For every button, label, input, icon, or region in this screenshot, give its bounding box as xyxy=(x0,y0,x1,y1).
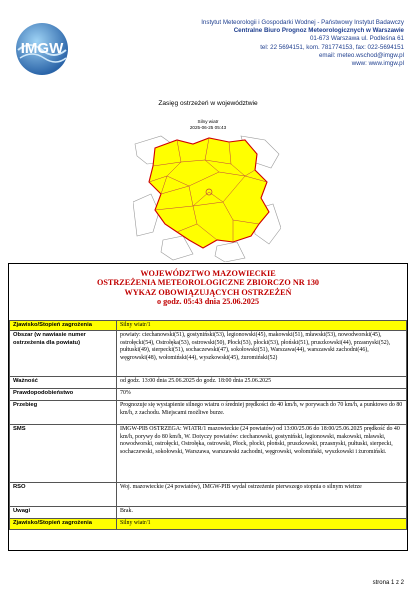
row-value: Silny wiatr/1 xyxy=(117,321,407,331)
row-label: Obszar (w nawiasie numer ostrzeżenia dla powiatu) xyxy=(10,331,117,377)
row-value: 70% xyxy=(117,389,407,401)
institute-header xyxy=(104,19,404,68)
map-section-title: Zasięg ostrzeżeń w województwie xyxy=(158,100,258,107)
bureau-name: Centralne Biuro Prognoz Meteorologicznych w Warszawie xyxy=(233,27,404,35)
warning-list-title: WYKAZ OBOWIĄZUJĄCYCH OSTRZEŻEŃ xyxy=(124,287,292,297)
warning-row xyxy=(10,331,407,377)
row-value: Silny wiatr/1 xyxy=(117,519,407,529)
mazowieckie-region xyxy=(149,138,269,248)
map-title: Silny wiatr xyxy=(197,119,219,124)
warning-row xyxy=(10,321,407,331)
warning-row xyxy=(10,389,407,401)
warning-time: o godz. 05:43 dnia 25.06.2025 xyxy=(156,297,260,307)
phone: tel: 22 5694151, kom. 781774153, fax: 022-5694151 xyxy=(260,43,404,51)
voivodeship-title: WOJEWÓDZTWO MAZOWIECKIE xyxy=(140,269,276,278)
row-label: Uwagi xyxy=(10,507,117,519)
warning-row xyxy=(10,377,407,389)
row-label: Zjawisko/Stopień zagrożenia xyxy=(10,519,117,529)
warning-row xyxy=(10,507,407,519)
map-caption xyxy=(0,119,416,131)
row-value: IMGW-PIB OSTRZEGA: WIATR/1 mazowieckie (24 powiatów) od 13:00/25.06 do 18:00/25.06.2025 prędkość do 40 km/h, porywy do 80 km/h, W. Dotyczy powiatów: ciechanowski, gostyniński, legionowski, makowski, mławski, nowodworski, ostrołęcki, Ostrołęka, ostrowski, Płock, płocki, płoński, pruszkowski, przasnyski, pułtuski, sierpecki, sochaczewski, sokołowski, Warszawa, warszawski zachodni, węgrowski, wołomiński, wyszkowski i żuromiński. xyxy=(117,425,407,483)
email[interactable]: email: meteo.wschod@imgw.pl xyxy=(318,51,404,59)
imgw-logo xyxy=(12,20,72,78)
logo-text: IMGW xyxy=(20,40,64,57)
page-number: strona 1 z 2 xyxy=(372,580,404,586)
row-label: Przebieg xyxy=(10,401,117,425)
row-label: RSO xyxy=(10,483,117,507)
neighbor-county xyxy=(133,194,159,236)
warning-row xyxy=(10,483,407,507)
warning-panel xyxy=(8,263,408,551)
map-timestamp: 2025-06-25 05:43 xyxy=(189,125,227,130)
warning-number: OSTRZEŻENIA METEOROLOGICZNE ZBIORCZO NR 130 xyxy=(96,278,320,288)
row-value: Brak. xyxy=(117,507,407,519)
warning-map xyxy=(133,132,281,262)
row-label: Prawdopodobieństwo xyxy=(10,389,117,401)
warning-header xyxy=(9,264,407,307)
warning-table xyxy=(9,320,407,530)
row-value: od godz. 13:00 dnia 25.06.2025 do godz. 18:00 dnia 25.06.2025 xyxy=(117,377,407,389)
neighbor-county xyxy=(215,242,245,262)
address: 01-673 Warszawa ul. Podleśna 61 xyxy=(309,35,404,43)
row-label: SMS xyxy=(10,425,117,483)
warning-row xyxy=(10,401,407,425)
warning-row xyxy=(10,519,407,529)
warning-row xyxy=(10,425,407,483)
row-label: Zjawisko/Stopień zagrożenia xyxy=(10,321,117,331)
row-value: powiaty: ciechanowski(51), gostyniński(53), legionowski(45), makowski(51), mławski(53), nowodworski(45), ostrołęcki(54), Ostrołęka(53), ostrowski(50), Płock(53), płocki(53), płoński(51), pruszkowski(44), przasnyski(52), pułtuski(49), sierpecki(51), sochaczewski(47), sokołowski(51), Warszawa(44), warszawski zachodni(46), węgrowski(48), wołomiński(44), wyszkowski(45), żuromiński(52) xyxy=(117,331,407,377)
row-value: Woj. mazowieckie (24 powiatów), IMGW-PIB wydał ostrzeżenie pierwszego stopnia o silnym wietrze xyxy=(117,483,407,507)
institute-name: Instytut Meteorologii i Gospodarki Wodnej - Państwowy Instytut Badawczy xyxy=(201,19,404,26)
row-value: Prognozuje się wystąpienie silnego wiatru o średniej prędkości do 40 km/h, w porywach do 70 km/h, a punktowo do 80 km/h, z zachodu. Miejscami możliwe burze. xyxy=(117,401,407,425)
row-label: Ważność xyxy=(10,377,117,389)
website[interactable]: www: www.imgw.pl xyxy=(351,60,404,68)
